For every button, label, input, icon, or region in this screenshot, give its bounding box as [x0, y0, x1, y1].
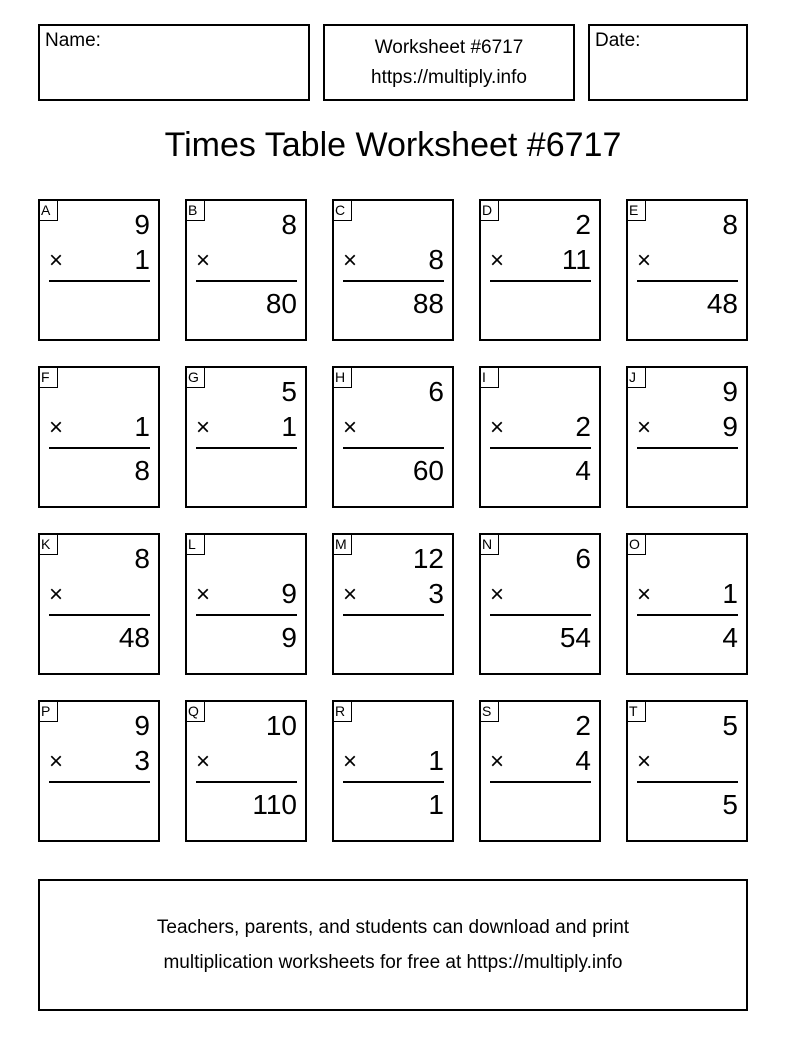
- top-factor: 2: [575, 710, 591, 741]
- problem-o: [626, 533, 748, 675]
- times-symbol: ×: [49, 748, 64, 775]
- problem-l: [185, 533, 307, 675]
- top-factor: 6: [428, 376, 444, 407]
- times-symbol: ×: [637, 414, 652, 441]
- problem-m: [332, 533, 454, 675]
- problem-j: [626, 366, 748, 508]
- date-field[interactable]: [588, 24, 748, 101]
- bottom-factor: 1: [722, 578, 738, 609]
- answer-rule: [343, 614, 444, 616]
- worksheet-id: Worksheet #6717: [374, 37, 524, 58]
- problem-letter: A: [38, 199, 58, 221]
- answer-rule: [490, 781, 591, 783]
- times-symbol: ×: [49, 581, 64, 608]
- top-factor: 2: [575, 209, 591, 240]
- answer-rule: [49, 781, 150, 783]
- problem-letter: H: [332, 366, 352, 388]
- answer-value[interactable]: 8: [134, 455, 150, 486]
- problem-letter: N: [479, 533, 499, 555]
- name-label: Name:: [45, 30, 101, 51]
- answer-value[interactable]: 54: [559, 622, 591, 653]
- problem-letter: B: [185, 199, 205, 221]
- problem-letter: D: [479, 199, 499, 221]
- answer-rule: [490, 614, 591, 616]
- problem-p: [38, 700, 160, 842]
- problem-letter: F: [38, 366, 58, 388]
- top-factor: 9: [134, 710, 150, 741]
- times-symbol: ×: [343, 581, 358, 608]
- problem-i: [479, 366, 601, 508]
- times-symbol: ×: [49, 414, 64, 441]
- times-symbol: ×: [637, 247, 652, 274]
- answer-value[interactable]: 88: [412, 288, 444, 319]
- times-symbol: ×: [490, 581, 505, 608]
- answer-rule: [196, 614, 297, 616]
- answer-rule: [637, 781, 738, 783]
- times-symbol: ×: [196, 748, 211, 775]
- bottom-factor: 4: [575, 745, 591, 776]
- worksheet-info-box: [323, 24, 575, 101]
- problem-h: [332, 366, 454, 508]
- answer-rule: [49, 280, 150, 282]
- bottom-factor: 1: [281, 411, 297, 442]
- times-symbol: ×: [343, 748, 358, 775]
- problem-letter: P: [38, 700, 58, 722]
- times-symbol: ×: [343, 247, 358, 274]
- problem-letter: T: [626, 700, 646, 722]
- problem-letter: L: [185, 533, 205, 555]
- top-factor: 8: [722, 209, 738, 240]
- bottom-factor: 1: [134, 244, 150, 275]
- problem-k: [38, 533, 160, 675]
- bottom-factor: 11: [561, 244, 591, 275]
- bottom-factor: 3: [428, 578, 444, 609]
- footer-line-2: multiplication worksheets for free at https://multiply.info: [163, 952, 623, 973]
- answer-rule: [490, 447, 591, 449]
- bottom-factor: 9: [722, 411, 738, 442]
- problem-s: [479, 700, 601, 842]
- top-factor: 12: [412, 543, 444, 574]
- problem-letter: S: [479, 700, 499, 722]
- top-factor: 5: [281, 376, 297, 407]
- times-symbol: ×: [637, 581, 652, 608]
- answer-value[interactable]: 1: [428, 789, 444, 820]
- problem-d: [479, 199, 601, 341]
- problem-a: [38, 199, 160, 341]
- footer-line-1: Teachers, parents, and students can download and print: [156, 917, 630, 938]
- problem-t: [626, 700, 748, 842]
- answer-value[interactable]: 48: [706, 288, 738, 319]
- times-symbol: ×: [343, 414, 358, 441]
- top-factor: 5: [722, 710, 738, 741]
- bottom-factor: 1: [134, 411, 150, 442]
- problem-n: [479, 533, 601, 675]
- problem-c: [332, 199, 454, 341]
- date-label: Date:: [595, 30, 641, 51]
- answer-value[interactable]: 4: [575, 455, 591, 486]
- problem-r: [332, 700, 454, 842]
- bottom-factor: 9: [281, 578, 297, 609]
- problem-letter: M: [332, 533, 352, 555]
- answer-rule: [637, 280, 738, 282]
- answer-rule: [343, 781, 444, 783]
- answer-rule: [196, 781, 297, 783]
- answer-value[interactable]: 110: [252, 789, 297, 820]
- bottom-factor: 3: [134, 745, 150, 776]
- answer-rule: [49, 614, 150, 616]
- answer-rule: [637, 447, 738, 449]
- footer-box: [38, 879, 748, 1011]
- answer-rule: [196, 280, 297, 282]
- problem-letter: G: [185, 366, 205, 388]
- problem-g: [185, 366, 307, 508]
- answer-value[interactable]: 80: [265, 288, 297, 319]
- answer-rule: [343, 280, 444, 282]
- top-factor: 10: [265, 710, 297, 741]
- bottom-factor: 8: [428, 244, 444, 275]
- answer-value[interactable]: 9: [281, 622, 297, 653]
- bottom-factor: 2: [575, 411, 591, 442]
- problem-letter: O: [626, 533, 646, 555]
- top-factor: 9: [134, 209, 150, 240]
- problem-q: [185, 700, 307, 842]
- times-symbol: ×: [49, 247, 64, 274]
- answer-value[interactable]: 5: [722, 789, 738, 820]
- times-symbol: ×: [490, 414, 505, 441]
- answer-rule: [196, 447, 297, 449]
- answer-rule: [490, 280, 591, 282]
- problem-letter: J: [626, 366, 646, 388]
- top-factor: 8: [134, 543, 150, 574]
- answer-rule: [49, 447, 150, 449]
- top-factor: 9: [722, 376, 738, 407]
- problem-letter: Q: [185, 700, 205, 722]
- problem-letter: R: [332, 700, 352, 722]
- name-field[interactable]: [38, 24, 310, 101]
- problem-e: [626, 199, 748, 341]
- answer-value[interactable]: 60: [412, 455, 444, 486]
- times-symbol: ×: [637, 748, 652, 775]
- answer-rule: [637, 614, 738, 616]
- problem-letter: E: [626, 199, 646, 221]
- times-symbol: ×: [490, 748, 505, 775]
- answer-rule: [343, 447, 444, 449]
- times-symbol: ×: [196, 247, 211, 274]
- top-factor: 8: [281, 209, 297, 240]
- times-symbol: ×: [490, 247, 505, 274]
- times-symbol: ×: [196, 414, 211, 441]
- site-url: https://multiply.info: [371, 67, 527, 88]
- answer-value[interactable]: 48: [118, 622, 150, 653]
- problem-letter: I: [479, 366, 499, 388]
- page-title: Times Table Worksheet #6717: [164, 126, 622, 164]
- problem-b: [185, 199, 307, 341]
- problem-letter: K: [38, 533, 58, 555]
- problem-f: [38, 366, 160, 508]
- top-factor: 6: [575, 543, 591, 574]
- answer-value[interactable]: 4: [722, 622, 738, 653]
- times-symbol: ×: [196, 581, 211, 608]
- bottom-factor: 1: [428, 745, 444, 776]
- problem-letter: C: [332, 199, 352, 221]
